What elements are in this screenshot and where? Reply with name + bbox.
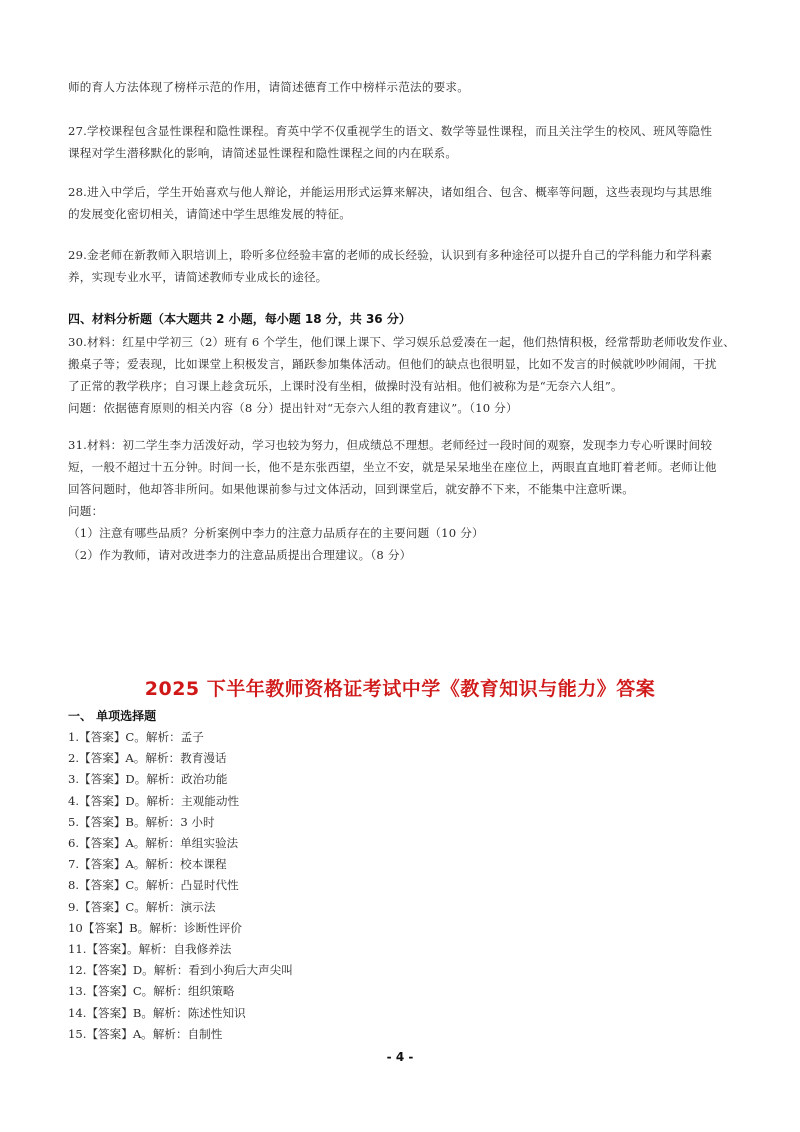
answer-item: 2.【答案】A。解析：教育漫话: [68, 751, 227, 766]
question-26-tail: 师的育人方法体现了榜样示范的作用，请简述德育工作中榜样示范法的要求。: [68, 80, 469, 94]
answer-item: 13.【答案】C。解析：组织策略: [68, 984, 235, 999]
section-4-title: 四、材料分析题（本大题共 2 小题，每小题 18 分，共 36 分）: [68, 312, 411, 326]
page-number: - 4 -: [386, 1050, 414, 1064]
question-28: 28.进入中学后，学生开始喜欢与他人辩论，并能运用形式运算来解决，诸如组合、包含、概率等问题，这些表现均与其思维 的发展变化密切相关，请简述中学生思维发展的特征。: [68, 185, 713, 221]
answer-item: 1.【答案】C。解析：孟子: [68, 730, 204, 744]
answer-item: 8.【答案】C。解析：凸显时代性: [68, 878, 239, 893]
answer-item: 6.【答案】A。解析：单组实验法: [68, 836, 239, 851]
section-1-title: 一、 单项选择题: [68, 709, 157, 723]
answer-item: 7.【答案】A。解析：校本课程: [68, 857, 227, 872]
answer-item: 5.【答案】B。解析：3 小时: [68, 814, 215, 829]
question-27: 27.学校课程包含显性课程和隐性课程。育英中学不仅重视学生的语文、数学等显性课程，而且关注学生的校风、班风等隐性 课程对学生潜移默化的影响，请简述显性课程和隐性课程之间的内在联系。: [68, 124, 713, 160]
answer-item: 14.【答案】B。解析：陈述性知识: [68, 1005, 246, 1020]
answer-item: 10【答案】B。解析：诊断性评价: [68, 920, 242, 935]
answer-item: 15.【答案】A。解析：自制性: [68, 1026, 223, 1041]
answer-item: 4.【答案】D。解析：主观能动性: [68, 793, 240, 808]
answer-title: 2025 下半年教师资格证考试中学《教育知识与能力》答案: [144, 678, 656, 700]
answer-item: 12.【答案】D。解析：看到小狗后大声尖叫: [68, 963, 293, 978]
answer-item: 3.【答案】D。解析：政治功能: [68, 772, 228, 787]
question-30: 30.材料：红星中学初三（2）班有 6 个学生，他们课上课下、学习娱乐总爱凑在一起，他们热情积极，经常帮助老师收发作业、 搬桌子等；爱表现，比如课堂上积极发言，踊跃参加集体活动。但他们的缺点也很明显，比如不发言的时候就吵吵闹闹，干扰 了正常的教学秩序；自习课上趁贪玩乐，上课时没有坐相，做操时没有站相。他们被称为是“无奈六人组”。 问题：依据德育原则的相关内容（8 分）提出针对“无奈六人组的教育建议”。（10 分）: [68, 335, 736, 415]
answer-item: 9.【答案】C。解析：演示法: [68, 899, 216, 914]
answer-list: [68, 727, 293, 1045]
answer-item: 11.【答案】。解析：自我修养法: [68, 942, 232, 957]
question-31: 31.材料：初二学生李力活泼好动，学习也较为努力，但成绩总不理想。老师经过一段时间的观察，发现李力专心听课时间较 短，一般不超过十五分钟。时间一长，他不是东张西望，坐立不安，就是呆呆地坐在座位上，两眼直直地盯着老师。老师让他 回答问题时，他却答非所问。如果他课前参与过文体活动，回到课堂后，就安静不下来，不能集中注意听课。 问题： （1）注意有哪些品质？分析案例中李力的注意力品质存在的主要问题（10 分） （2）作为教师，请对改进李力的注意品质提出合理建议。（8 分）: [68, 438, 717, 562]
question-29: 29.金老师在新教师入职培训上，聆听多位经验丰富的老师的成长经验，认识到有多种途径可以提升自己的学科能力和学科素 养，实现专业水平，请简述教师专业成长的途径。: [68, 248, 713, 284]
